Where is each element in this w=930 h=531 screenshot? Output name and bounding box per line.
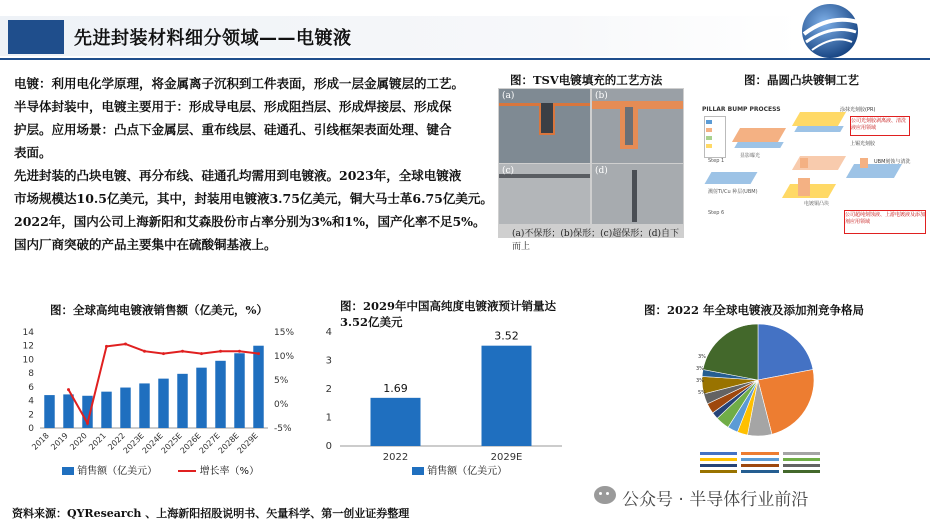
chart2-caption: 图：2029年中国高纯度电镀液预计销量达 [340, 299, 557, 313]
legend-swatch [700, 470, 737, 473]
x-tick-label: 2027E [197, 431, 222, 456]
x-tick-label: 2025E [159, 431, 184, 456]
bump-process-diagram [700, 92, 926, 240]
intro-line: 市场规模达10.5亿美元，其中，封装用电镀液3.75亿美元，铜大马士革6.75亿美元。 [14, 191, 493, 206]
chart1-bar [196, 368, 206, 428]
chart1-growth-point [67, 388, 70, 391]
x-tick-label: 2022 [382, 452, 409, 463]
callout-box: 公司超纯刻蚀液、上游电镀液及添加剂应用领域 [844, 210, 926, 234]
chart2-data-label: 3.52 [494, 329, 519, 343]
y2-tick-label: 15% [274, 328, 295, 338]
x-tick-label: 2018 [30, 431, 51, 452]
x-tick-label: 2029E [235, 431, 260, 456]
pie-slice-label: 3% [698, 354, 706, 360]
panel-label: (c) [502, 166, 515, 176]
legend-label: 销售额（亿美元） [427, 466, 508, 477]
legend-swatch [700, 464, 737, 467]
x-tick-label: 2028E [216, 431, 241, 456]
x-tick-label: 2020 [68, 431, 89, 452]
intro-text [14, 72, 493, 256]
tsv-panel-b [592, 89, 683, 163]
chart1-growth-point [181, 350, 184, 353]
chart1-growth-point [86, 422, 89, 425]
y-tick-label: 3 [325, 355, 332, 367]
tsv-subcaption: (a)不保形；(b)保形；(c)超保形；(d)自下而上 [512, 229, 680, 252]
chart2-bar [482, 346, 532, 446]
chart1-bar [120, 388, 130, 428]
chart1-bar [215, 361, 225, 428]
x-tick-label: 2019 [49, 431, 70, 452]
y-tick-label: 12 [22, 341, 34, 352]
step-label: 涂抹光刻胶(PR) [840, 107, 876, 113]
chart1-bar [101, 392, 111, 428]
intro-line: 2022年，国内公司上海新阳和艾森股份市占率分别为3%和1%，国产化率不足5%。 [14, 214, 486, 229]
tsv-panel-c [499, 164, 590, 224]
globe-logo-icon [798, 2, 862, 60]
chart1-growth-point [238, 350, 241, 353]
header-accent-block [8, 20, 64, 54]
x-tick-label: 2029E [490, 452, 523, 463]
chart1-growth-point [200, 352, 203, 355]
legend-bar-label: 销售额（亿美元） [77, 466, 158, 477]
y2-tick-label: 0% [274, 400, 289, 410]
page-title: 先进封装材料细分领域——电镀液 [74, 28, 352, 49]
legend-swatch [700, 452, 737, 455]
legend-swatch [783, 470, 820, 473]
bump-caption: 图：晶圆凸块镀铜工艺 [744, 73, 859, 87]
y2-tick-label: 10% [274, 352, 295, 362]
legend-swatch [62, 467, 74, 475]
chart1-growth-point [143, 350, 146, 353]
chart2-legend [412, 462, 507, 477]
chart2-data-label: 1.69 [383, 381, 408, 395]
chart2-svg [300, 322, 580, 468]
x-tick-label: 2024E [140, 431, 165, 456]
chart2-caption-2: 3.52亿美元 [340, 315, 403, 329]
step-label: Step 1 [708, 158, 725, 164]
legend-swatch [741, 452, 778, 455]
pie-slice-label: 3% [696, 378, 704, 384]
y-tick-label: 2 [325, 384, 332, 395]
wechat-icon [594, 486, 616, 504]
tsv-panel-d [592, 164, 683, 224]
panel-label: (b) [595, 91, 608, 101]
header-divider [0, 58, 930, 60]
step-label: 溅射Ti/Cu 种层(UBM) [708, 189, 758, 195]
y-tick-label: 1 [325, 412, 332, 424]
chart1-bar [158, 379, 168, 428]
y-tick-label: 4 [28, 396, 34, 407]
chart1-growth-point [124, 343, 127, 346]
source-note: 资料来源：QYResearch 、上海新阳招股说明书、矢量科学、第一创业证券整理 [12, 507, 410, 520]
y-tick-label: 8 [28, 369, 34, 380]
chart1-caption: 图：全球高纯电镀液销售额（亿美元，%） [50, 303, 268, 317]
x-tick-label: 2023E [121, 431, 146, 456]
panel-label: (a) [502, 91, 515, 101]
chart1-growth-point [162, 352, 165, 355]
intro-line: 电镀：利用电化学原理，将金属离子沉积到工件表面，形成一层金属镀层的工艺。 [14, 76, 465, 91]
y-tick-label: 6 [28, 382, 34, 393]
x-tick-label: 2021 [87, 431, 108, 452]
legend-swatch [783, 452, 820, 455]
tsv-panel-a [499, 89, 590, 163]
legend-swatch [741, 458, 778, 461]
panel-label: (d) [595, 166, 608, 176]
legend-swatch [178, 470, 196, 472]
intro-line: 国内厂商突破的产品主要集中在硫酸铜基液上。 [14, 237, 277, 252]
chart1-growth-point [105, 345, 108, 348]
legend-swatch [741, 464, 778, 467]
y-tick-label: 0 [28, 424, 34, 434]
bump-legend-note: Step 6 [708, 210, 725, 216]
chart1-growth-point [219, 350, 222, 353]
y-tick-label: 14 [22, 328, 34, 338]
y2-tick-label: -5% [274, 424, 292, 434]
legend-swatch [783, 458, 820, 461]
callout-box: 公司光刻胶剥离液、清洗液应用领域 [850, 116, 910, 136]
y-tick-label: 2 [28, 410, 34, 421]
chart2-bar [371, 398, 421, 446]
intro-line: 半导体封装中，电镀主要用于：形成导电层、形成阻挡层、形成焊接层、形成保 [14, 99, 452, 114]
step-label: 显影曝光 [740, 153, 761, 159]
step-label: 上锡光刻胶 [850, 141, 876, 147]
step-label: 电镀铜凸块 [804, 201, 830, 207]
chart3-svg [690, 318, 850, 448]
step-label: UBM刻蚀与清洗 [874, 159, 911, 165]
chart1-bar [139, 383, 149, 428]
pie-slice-label: 5% [698, 390, 706, 396]
legend-swatch [412, 467, 424, 475]
tsv-caption: 图：TSV电镀填充的工艺方法 [510, 73, 663, 87]
chart1-bar [253, 346, 263, 428]
chart3-caption: 图：2022 年全球电镀液及添加剂竞争格局 [644, 303, 865, 317]
y-tick-label: 4 [325, 327, 332, 338]
chart1-legend [62, 462, 282, 477]
chart1-bar [234, 353, 244, 428]
chart1-bar [63, 394, 73, 428]
legend-swatch [700, 458, 737, 461]
intro-line: 先进封装的凸块电镀、再分布线、硅通孔均需用到电镀液。2023年，全球电镀液 [14, 168, 462, 183]
chart1-bar [177, 374, 187, 428]
chart1-bar [44, 395, 54, 428]
process-title: PILLAR BUMP PROCESS [702, 106, 781, 113]
legend-line-label: 增长率（%） [199, 466, 260, 477]
y-tick-label: 0 [325, 441, 332, 452]
x-tick-label: 2026E [178, 431, 203, 456]
legend-swatch [741, 470, 778, 473]
y-tick-label: 10 [22, 355, 34, 366]
y2-tick-label: 5% [274, 376, 289, 386]
watermark-text: 公众号 · 半导体行业前沿 [622, 490, 809, 510]
tsv-image [498, 88, 684, 252]
legend-swatch [783, 464, 820, 467]
pie-slice-label: 3% [696, 366, 704, 372]
chart1-svg [0, 318, 300, 480]
x-tick-label: 2022 [106, 431, 127, 452]
intro-line: 表面。 [14, 145, 52, 160]
intro-line: 护层。应用场景：凸点下金属层、重布线层、硅通孔、引线框架表面处理、键合 [14, 122, 452, 137]
chart1-growth-point [257, 352, 260, 355]
